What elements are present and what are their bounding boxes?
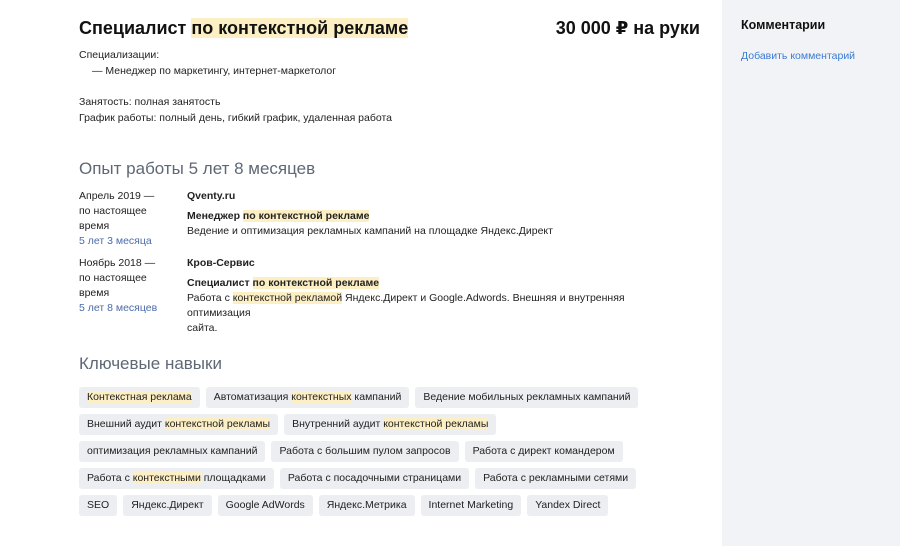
skill-chip-text: Автоматизация xyxy=(213,391,292,403)
skill-chip xyxy=(421,495,522,516)
work-schedule: График работы: полный день, гибкий график, удаленная работа xyxy=(79,112,393,124)
job-position xyxy=(187,276,677,291)
skill-chip xyxy=(123,495,211,516)
title-highlight: по контекстной рекламе xyxy=(191,18,409,38)
skill-chip xyxy=(527,495,608,516)
skill-chip xyxy=(319,495,415,516)
specializations-value: — Менеджер по маркетингу, интернет-маркетолог xyxy=(92,65,337,77)
skill-chip xyxy=(79,387,200,408)
job-dates xyxy=(79,189,179,249)
job-company: Qventy.ru xyxy=(187,190,236,202)
comments-title: Комментарии xyxy=(741,18,826,32)
job-company: Кров-Сервис xyxy=(187,257,255,269)
job-desc-line2: сайта. xyxy=(187,322,218,334)
job-date-start: Ноябрь 2018 — xyxy=(79,257,156,269)
job-position-highlight: по контекстной рекламе xyxy=(242,210,370,222)
skill-chip xyxy=(415,387,638,408)
skill-chip-text: оптимизация рекламных кампаний xyxy=(87,445,258,457)
skill-chip-text: площадками xyxy=(200,472,266,484)
skill-chip xyxy=(465,441,623,462)
job-date-start: Апрель 2019 — xyxy=(79,190,155,202)
job-duration: 5 лет 3 месяца xyxy=(79,235,152,247)
skill-chip-text: Yandex Direct xyxy=(535,499,601,511)
skill-chip xyxy=(79,414,278,435)
job-position-text: Менеджер xyxy=(187,210,243,222)
skill-chip-text: Работа с рекламными сетями xyxy=(483,472,629,484)
comments-sidebar xyxy=(722,0,900,546)
skill-chip-text: Яндекс.Директ xyxy=(131,499,204,511)
skill-chip-text: Работа с большим пулом запросов xyxy=(279,445,451,457)
skill-chip-text: Google AdWords xyxy=(225,499,305,511)
skill-chip-text: кампаний xyxy=(351,391,402,403)
skills-list xyxy=(79,387,679,516)
job-info xyxy=(187,256,677,336)
job-duration: 5 лет 8 месяцев xyxy=(79,302,158,314)
job-desc-text: Ведение и оптимизация рекламных кампаний на площадке Яндекс.Директ xyxy=(187,225,553,237)
job-desc-text: Работа с xyxy=(187,292,233,304)
skill-chip xyxy=(79,441,265,462)
job-position-text: Специалист xyxy=(187,277,253,289)
skill-chip-text: Ведение мобильных рекламных кампаний xyxy=(423,391,631,403)
title-text: Специалист xyxy=(79,18,192,38)
skill-chip-highlight: Контекстная реклама xyxy=(87,391,192,403)
job-info xyxy=(187,189,677,239)
employment-type: Занятость: полная занятость xyxy=(79,96,221,108)
skill-chip xyxy=(218,495,313,516)
skill-chip-highlight: контекстными xyxy=(132,472,201,484)
experience-title: Опыт работы 5 лет 8 месяцев xyxy=(79,159,316,178)
skill-chip-highlight: контекстных xyxy=(291,391,352,403)
salary: 30 000 ₽ на руки xyxy=(555,18,700,38)
job-desc-highlight: контекстной рекламой xyxy=(232,292,343,304)
skill-chip xyxy=(280,468,469,489)
job-dates xyxy=(79,256,179,316)
specializations-label: Специализации: xyxy=(79,49,160,61)
add-comment-link[interactable]: Добавить комментарий xyxy=(741,50,856,62)
job-position xyxy=(187,209,677,224)
skill-chip xyxy=(79,495,117,516)
job-description xyxy=(187,224,677,239)
skill-chip xyxy=(475,468,636,489)
skill-chip-text: Яндекс.Метрика xyxy=(326,499,407,511)
skill-chip xyxy=(284,414,496,435)
job-date-end: по настоящее время xyxy=(79,205,147,232)
skill-chip-text: Работа с xyxy=(87,472,133,484)
skill-chip-text: Внешний аудит xyxy=(87,418,165,430)
skill-chip-highlight: контекстной рекламы xyxy=(383,418,489,430)
job-date-end: по настоящее время xyxy=(79,272,147,299)
skill-chip-text: Внутренний аудит xyxy=(292,418,384,430)
skill-chip-highlight: контекстной рекламы xyxy=(164,418,271,430)
skill-chip-text: Работа с посадочными страницами xyxy=(287,472,462,484)
skill-chip-text: SEO xyxy=(87,499,110,511)
skill-chip-text: Работа с директ командером xyxy=(472,445,615,457)
job-desc-text-post: Яндекс.Директ и Google.Adwords. Внешняя и внутренняя оптимизация xyxy=(187,292,625,319)
skill-chip-text: Internet Marketing xyxy=(428,499,514,511)
skill-chip xyxy=(206,387,410,408)
job-position-highlight: по контекстной рекламе xyxy=(252,277,380,289)
skill-chip xyxy=(271,441,458,462)
job-description xyxy=(187,291,677,336)
skill-chip xyxy=(79,468,274,489)
skills-title: Ключевые навыки xyxy=(79,354,222,373)
resume-title xyxy=(79,16,408,40)
